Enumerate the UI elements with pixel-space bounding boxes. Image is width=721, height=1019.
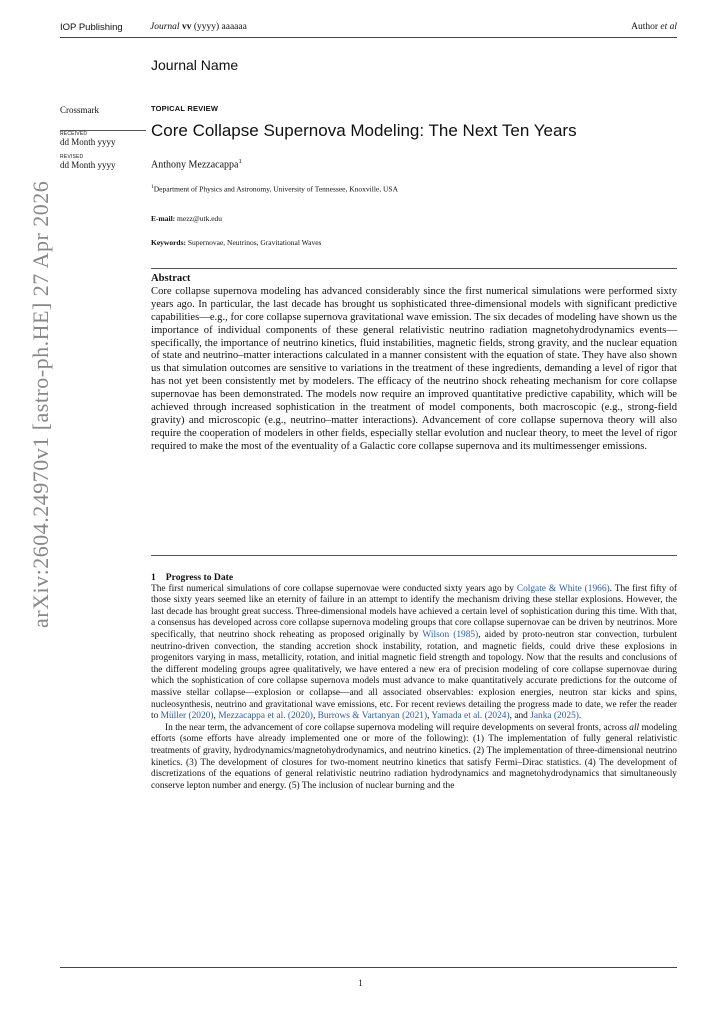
paper-title: Core Collapse Supernova Modeling: The Next Ten Years (151, 121, 577, 140)
author-prefix: Author (631, 22, 658, 32)
revised-label: REVISED (60, 154, 84, 160)
citation-mezzacappa[interactable]: Mezzacappa et al. (2020) (218, 711, 313, 722)
arxiv-stamp (28, 180, 53, 628)
author-line (151, 158, 242, 170)
received-block (60, 131, 116, 147)
citation-janka[interactable]: Janka (2025) (530, 711, 579, 722)
article-type: TOPICAL REVIEW (151, 104, 219, 113)
journal-prefix: Journal (150, 22, 180, 32)
p1-text-a: The first numerical simulations of core collapse supernovae were conducted sixty years ago by (151, 583, 517, 594)
publisher-name: IOP Publishing (60, 22, 123, 33)
journal-name: Journal Name (151, 57, 239, 73)
p2-text-b: modeling efforts (some efforts have already implemented one or more of the following): (1) The implementation of fully general relativistic treatments of gravity, hydrodynamics/magnetohydrodynamics, and neutrino kinetics. (2) The implementation of three-dimensional neutrino kinetics. (3) The development of closures for two-moment neutrino kinetics that satisfy Fermi–Dirac statistics. (4) The development of discretizations of the equations of general relativistic neutrino radiation hydrodynamics and magnetohydrodynamics that simultaneously conserve lepton number and energy. (5) The inclusion of nuclear burning and the (151, 722, 677, 791)
abstract (151, 273, 677, 454)
abstract-text: Core collapse supernova modeling has advanced considerably since the first numerical simulations were performed sixty years ago. In particular, the last decade has brought us sophisticated three-dimensional models with significant predictive capabilities—e.g., for core collapse supernova gravitational wave emission. The six decades of modeling have shown us the importance of individual components of these general relativistic neutrino radiation magnetohydrodynamics events—specifically, the importance of neutrino kinetics, fluid instabilities, magnetic fields, strong gravity, and the nuclear equation of state and neutrino–matter interactions calculated in a manner consistent with the equation of state. They have also shown us that simulation outcomes are sensitive to variations in the treatment of these ingredients, demanding a level of rigor that has not yet been consistently met by modelers. The efficacy of the neutrino shock reheating mechanism for core collapse supernovae has been demonstrated. The models now require an improved quantitative predictive capability, which will be achieved through increased sophistication in the treatment of model components, both macroscopic (e.g., strong-field gravity) and microscopic (e.g., neutrino–matter interactions). Advancement of core collapse supernova theory will also require the cooperation of modelers in other fields, especially stellar evolution and nuclear theory, to meet the level of rigor required to make the most of the eventuality of a Galactic core collapse supernova and its multimessenger emissions. (151, 285, 677, 452)
footer-rule (60, 967, 677, 968)
keywords-line (151, 238, 321, 247)
email-label: E-mail: (151, 214, 176, 223)
citation-yamada[interactable]: Yamada et al. (2024) (431, 711, 510, 722)
running-author (631, 22, 677, 32)
section-progress (151, 572, 677, 792)
author-name: Anthony Mezzacappa (151, 159, 239, 171)
paragraph-2 (151, 723, 677, 793)
p1-sep: , (427, 711, 432, 722)
journal-suffix: (yyyy) aaaaaa (193, 22, 247, 32)
page-number: 1 (358, 978, 363, 988)
p1-sep: , (312, 711, 318, 722)
p1-text-b: . The first fifty of those sixty years seemed like an eternity of failure in an attempt to identify the mechanism driving these stellar explosions. However, the last decade has brought great success. Three-dimensional models have achieved a certain level of sophistication during this time. With that, a consensus has developed across core collapse supernova modeling groups that core collapse supernovae can be driven by neutrinos. More specifically, that neutrino shock reheating as proposed originally by (151, 583, 677, 640)
p1-sep: , (213, 711, 219, 722)
email-address[interactable]: mezz@utk.edu (177, 214, 223, 223)
abstract-heading: Abstract (151, 273, 191, 284)
received-date: dd Month yyyy (60, 137, 116, 147)
author-affil-marker: 1 (238, 158, 242, 165)
citation-muller[interactable]: Müller (2020) (160, 711, 214, 722)
p1-end: . (578, 711, 582, 722)
section-heading (151, 572, 677, 584)
received-label: RECEIVED (60, 131, 88, 137)
section-title: Progress to Date (165, 572, 234, 583)
affil-marker: 1 (151, 184, 154, 190)
section-number: 1 (151, 572, 156, 583)
p1-text-c: , aided by proto-neutron star convection, turbulent neutrino-driven convection, the standing accretion shock instability, rotation, and magnetic fields, could drive these explosions in progenitors varying in mass, metallicity, rotation, and initial magnetic field strength and topology. Now that the results and conclusions of the different modeling groups agree qualitatively, we have entered a new era of precision modeling of core collapse supernovae during which the sophistication of core collapse supernova models must advance to make quantitatively accurate predictions for the outcome of massive stellar collapse—explosion or collapse—and all associated observables: explosion energies, neutron star kicks and spins, nucleosynthesis, neutrino and gravitational wave emissions, etc. For recent reviews detailing the progress made to date, we refer the reader to (151, 629, 678, 722)
p2-emphasis: all (629, 722, 640, 733)
citation-wilson[interactable]: Wilson (1985) (422, 629, 479, 640)
crossmark-link[interactable]: Crossmark (60, 105, 99, 115)
citation-colgate-white[interactable]: Colgate & White (1966) (516, 583, 610, 594)
keywords-label: Keywords: (151, 238, 186, 247)
p1-sep: , and (509, 711, 531, 722)
revised-date: dd Month yyyy (60, 160, 116, 170)
journal-citation (150, 22, 247, 32)
author-suffix: et al (660, 22, 677, 32)
email-line (151, 214, 222, 223)
affiliation (151, 184, 398, 194)
abstract-bottom-rule (151, 555, 677, 556)
running-header (60, 22, 677, 36)
abstract-top-rule (151, 268, 677, 269)
citation-burrows-vartanyan[interactable]: Burrows & Vartanyan (2021) (317, 711, 428, 722)
affiliation-text: Department of Physics and Astronomy, University of Tennessee, Knoxville, USA (153, 184, 398, 194)
p2-text-a: In the near term, the advancement of core collapse supernova modeling will require developments on several fronts, across (165, 722, 630, 733)
journal-volume: vv (181, 22, 192, 32)
keywords-text: Supernovae, Neutrinos, Gravitational Waves (187, 238, 322, 247)
paragraph-1 (151, 584, 677, 723)
arxiv-stamp-text: arXiv:2604.24970v1 [astro-ph.HE] 27 Apr 2026 (28, 180, 53, 628)
revised-block (60, 154, 116, 170)
header-rule (60, 37, 677, 38)
